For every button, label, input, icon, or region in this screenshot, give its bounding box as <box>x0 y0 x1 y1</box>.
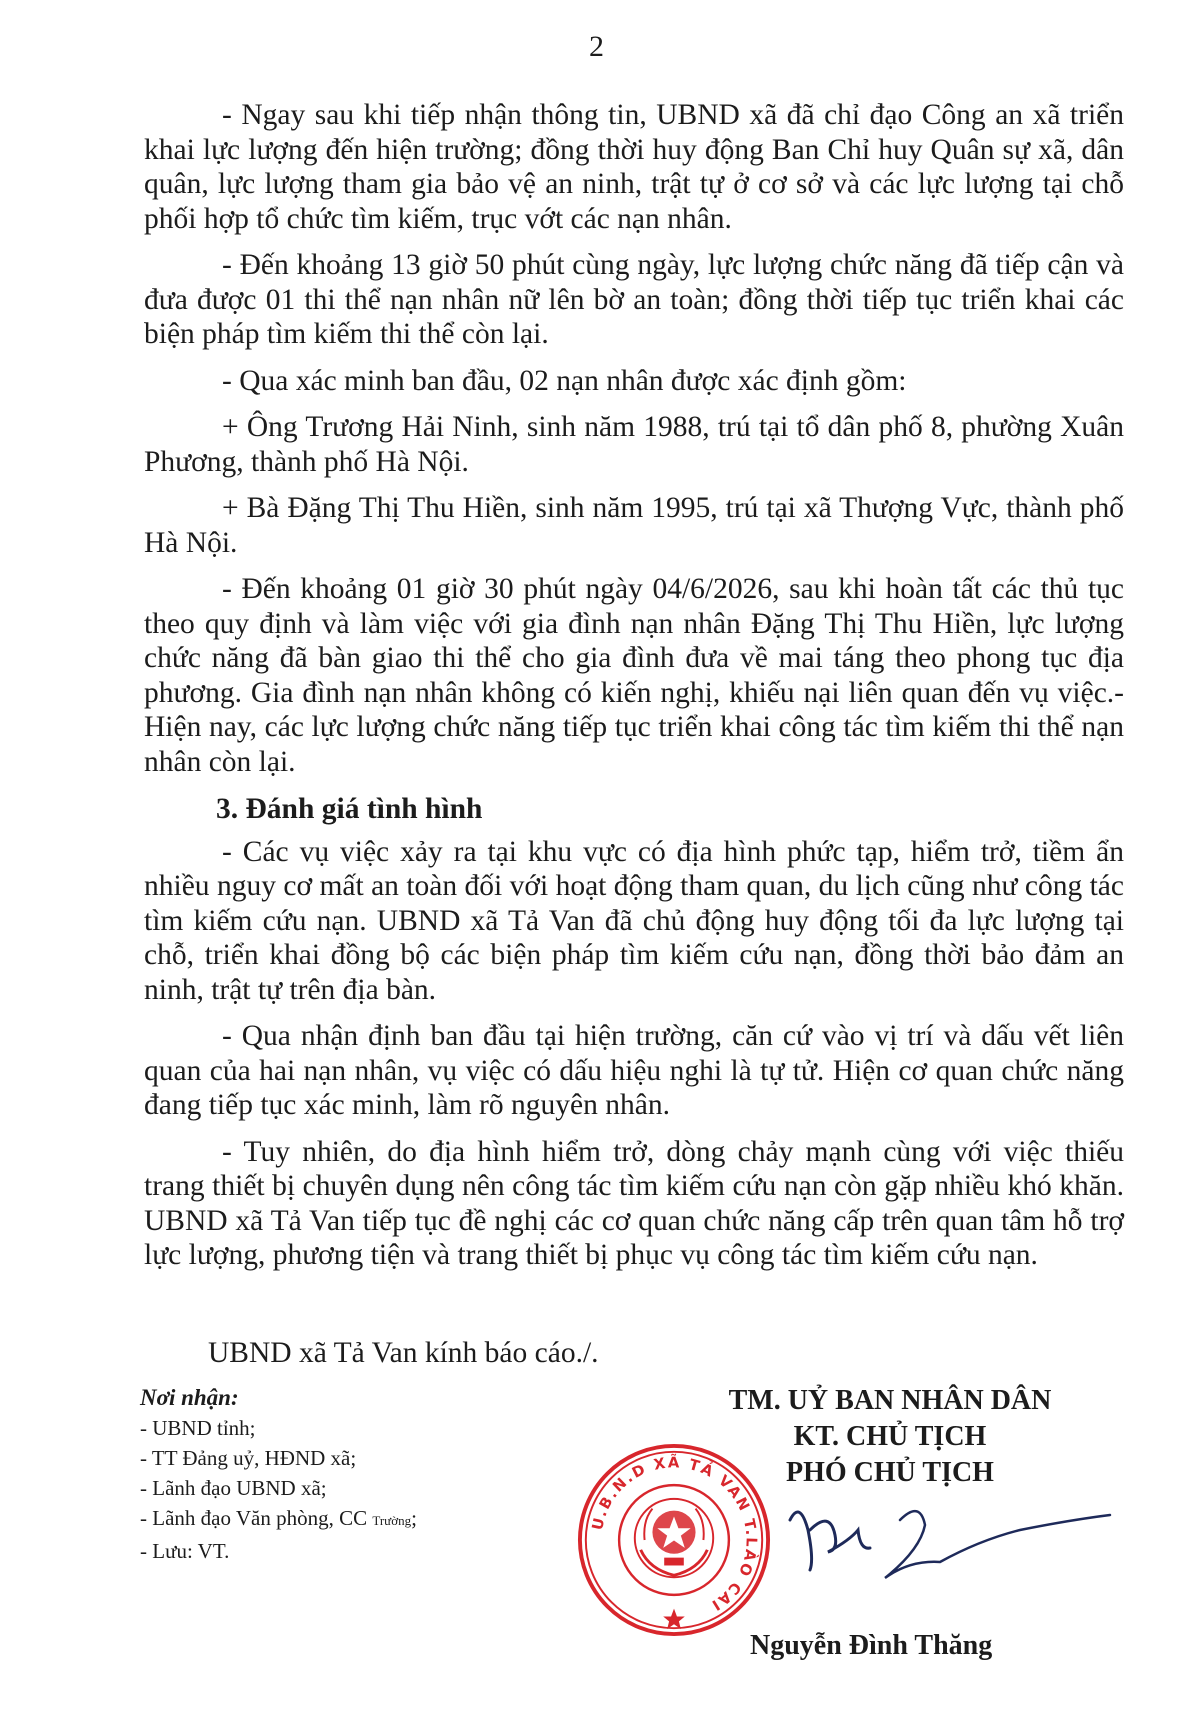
document-body <box>144 98 1124 1285</box>
page-number: 2 <box>589 30 604 63</box>
recipient-item: - Lưu: VT. <box>140 1539 230 1563</box>
sign-title-line-3: PHÓ CHỦ TỊCH <box>786 1457 994 1488</box>
official-seal-icon <box>576 1442 772 1638</box>
section-3-heading: 3. Đánh giá tình hình <box>216 793 483 825</box>
recipient-text: - Lãnh đạo Văn phòng, CC <box>140 1506 368 1530</box>
recipient-subscript: Trường <box>372 1513 412 1528</box>
sign-title-line-1: TM. UỶ BAN NHÂN DÂN <box>728 1385 1052 1416</box>
paragraph-victim-2: + Bà Đặng Thị Thu Hiền, sinh năm 1995, trú tại xã Thượng Vực, thành phố Hà Nội. <box>144 492 1124 559</box>
closing-line: UBND xã Tả Van kính báo cáo./. <box>208 1337 599 1369</box>
recipients-block <box>140 1383 417 1566</box>
paragraph-victim-1: + Ông Trương Hải Ninh, sinh năm 1988, trú tại tổ dân phố 8, phường Xuân Phương, thành phố Hà Nội. <box>144 411 1124 478</box>
recipient-item: - UBND tỉnh; <box>140 1416 256 1440</box>
recipient-item: - TT Đảng uỷ, HĐND xã; <box>140 1446 357 1470</box>
sign-title-line-2: KT. CHỦ TỊCH <box>793 1421 987 1452</box>
recipients-title: Nơi nhận: <box>140 1385 239 1410</box>
paragraph-handover: - Đến khoảng 01 giờ 30 phút ngày 04/6/2026, sau khi hoàn tất các thủ tục theo quy định và làm việc với gia đình nạn nhân Đặng Thị Thu Hiền, lực lượng chức năng đã bàn giao thi thể cho gia đình đưa về mai táng theo phong tục địa phương. Gia đình nạn nhân không có kiến nghị, khiếu nại liên quan đến vụ việc.- Hiện nay, các lực lượng chức năng tiếp tục triển khai công tác tìm kiếm thi thể nạn nhân còn lại. <box>144 573 1124 778</box>
paragraph-assessment-difficulties: - Tuy nhiên, do địa hình hiểm trở, dòng chảy mạnh cùng với việc thiếu trang thiết bị chuyên dụng nên công tác tìm kiếm cứu nạn còn gặp nhiều khó khăn. UBND xã Tả Van tiếp tục đề nghị các cơ quan chức năng cấp trên quan tâm hỗ trợ lực lượng, phương tiện và trang thiết bị phục vụ công tác tìm kiếm cứu nạn. <box>144 1135 1124 1271</box>
recipients-list <box>140 1413 417 1566</box>
paragraph-assessment-terrain: - Các vụ việc xảy ra tại khu vực có địa hình phức tạp, hiểm trở, tiềm ẩn nhiều nguy cơ mất an toàn đối với hoạt động tham quan, du lịch cũng như công tác tìm kiếm cứu nạn. UBND xã Tả Van đã chủ động huy động tối đa lực lượng tại chỗ, triển khai đồng bộ các biện pháp tìm kiếm cứu nạn, đồng thời bảo đảm an ninh, trật tự trên địa bàn. <box>144 835 1124 1006</box>
recipient-item: - Lãnh đạo UBND xã; <box>140 1476 327 1500</box>
recipient-suffix: ; <box>411 1506 417 1530</box>
paragraph-first-victim-found: - Đến khoảng 13 giờ 50 phút cùng ngày, lực lượng chức năng đã tiếp cận và đưa được 01 thi thể nạn nhân nữ lên bờ an toàn; đồng thời tiếp tục triển khai các biện pháp tìm kiếm thi thể còn lại. <box>144 249 1124 350</box>
recipient-item <box>140 1503 417 1536</box>
paragraph-victims-identified: - Qua xác minh ban đầu, 02 nạn nhân được xác định gồm: <box>222 364 907 397</box>
paragraph-assessment-initial: - Qua nhận định ban đầu tại hiện trường, căn cứ vào vị trí và dấu vết liên quan của hai nạn nhân, vụ việc có dấu hiệu nghi là tự tử. Hiện cơ quan chức năng đang tiếp tục xác minh, làm rõ nguyên nhân. <box>144 1020 1124 1121</box>
paragraph-response: - Ngay sau khi tiếp nhận thông tin, UBND xã đã chỉ đạo Công an xã triển khai lực lượng đến hiện trường; đồng thời huy động Ban Chỉ huy Quân sự xã, dân quân, lực lượng tham gia bảo vệ an ninh, trật tự ở cơ sở và các lực lượng tại chỗ phối hợp tổ chức tìm kiếm, trục vớt các nạn nhân. <box>144 99 1124 235</box>
seal-text: U.B.N.D XÃ TẢ VAN T.LÀO CAI <box>589 1454 760 1615</box>
handwritten-signature-icon <box>780 1490 1120 1590</box>
signer-name: Nguyễn Đình Thăng <box>750 1630 993 1661</box>
